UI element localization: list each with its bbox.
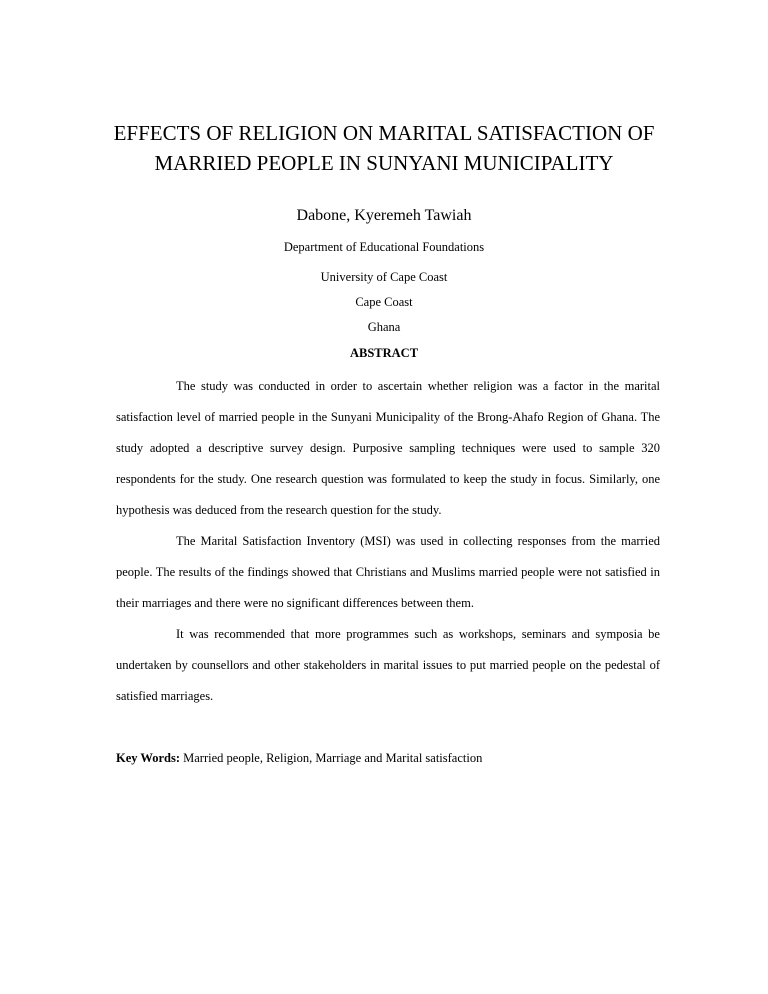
title-line: MARRIED PEOPLE IN SUNYANI MUNICIPALITY: [154, 151, 614, 175]
keywords-label: Key Words:: [116, 751, 181, 765]
paragraph-line: The study was conducted in order to ascertain whether religion was a factor in the marital: [176, 379, 660, 393]
affiliation-department: Department of Educational Foundations: [283, 240, 485, 254]
keywords-text: Married people, Religion, Marriage and Marital satisfaction: [180, 751, 483, 765]
paragraph-line: The Marital Satisfaction Inventory (MSI) was used in collecting responses from the married: [176, 534, 660, 548]
paragraph-line: hypothesis was deduced from the research question for the study.: [116, 503, 442, 517]
paragraph-line: It was recommended that more programmes such as workshops, seminars and symposia be: [176, 627, 660, 641]
affiliation-country: Ghana: [367, 320, 401, 334]
paragraph-line: study adopted a descriptive survey design. Purposive sampling techniques were used to sample 320: [116, 441, 660, 455]
paragraph-line: undertaken by counsellors and other stakeholders in marital issues to put married people on the pedestal of: [116, 658, 660, 672]
keywords: [116, 751, 482, 766]
paragraph-line: their marriages and there were no significant differences between them.: [116, 596, 474, 610]
paragraph-line: people. The results of the findings showed that Christians and Muslims married people were not satisfied in: [116, 565, 660, 579]
abstract-paragraph: [116, 378, 660, 533]
paper-title: [0, 118, 768, 178]
paragraph-line: satisfied marriages.: [116, 689, 214, 703]
abstract-paragraph: [116, 533, 660, 626]
abstract-paragraph: [116, 626, 660, 719]
affiliation-city: Cape Coast: [355, 295, 413, 309]
author-name: Dabone, Kyeremeh Tawiah: [296, 207, 472, 224]
affiliation-university: University of Cape Coast: [320, 270, 448, 284]
abstract-heading: ABSTRACT: [349, 346, 419, 360]
paragraph-line: satisfaction level of married people in the Sunyani Municipality of the Brong-Ahafo Region of Ghana. The: [116, 410, 660, 424]
title-line: EFFECTS OF RELIGION ON MARITAL SATISFACTION OF: [113, 121, 655, 145]
paragraph-line: respondents for the study. One research question was formulated to keep the study in focus. Similarly, one: [116, 472, 660, 486]
